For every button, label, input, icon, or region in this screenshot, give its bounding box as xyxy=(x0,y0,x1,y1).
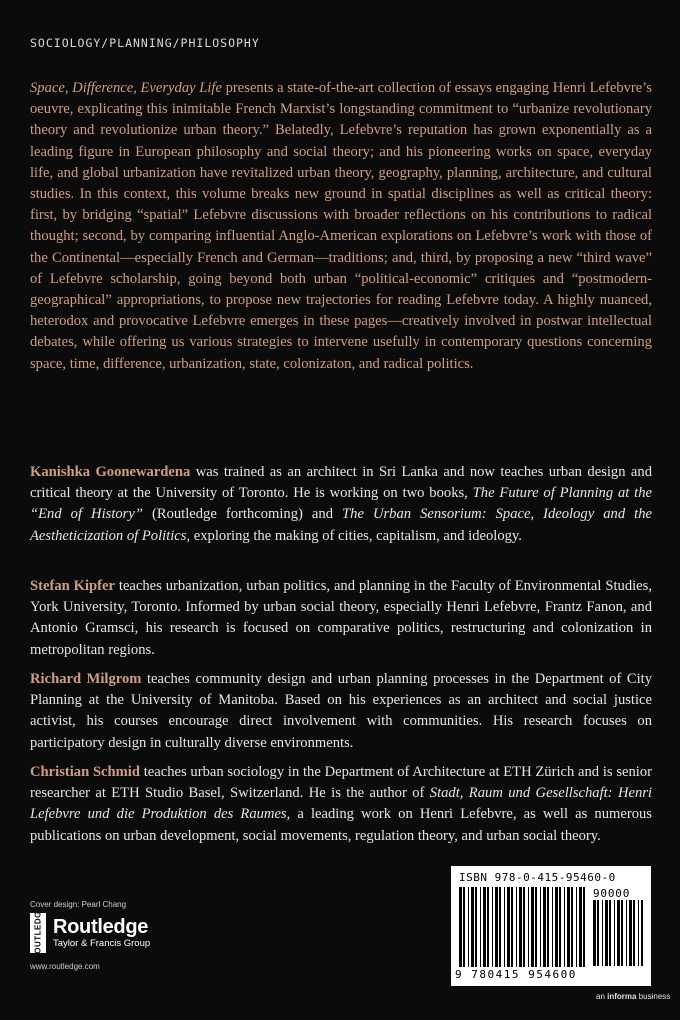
footer-prefix: an xyxy=(596,992,608,1001)
cover-design-credit: Cover design: Pearl Chang xyxy=(30,900,127,909)
barcode-bar xyxy=(609,900,611,966)
barcode-bars-icon xyxy=(459,887,587,967)
bio-text: (Routledge forthcoming) and xyxy=(142,506,343,523)
barcode-bar xyxy=(487,887,489,967)
barcode-bar xyxy=(507,887,510,967)
barcode-bar xyxy=(495,887,498,967)
bio-text: teaches community design and urban planning processes in the Department of City Planning at the University of Manitoba. Based on his experiences as an architect and social justice activist, his courses encourage direct involvement with communities. His research focuses on participatory design in culturally diverse environments. xyxy=(30,671,652,751)
bio-kipfer xyxy=(30,576,652,661)
publisher-logo xyxy=(30,905,151,961)
barcode-bar xyxy=(492,887,493,967)
barcode-bar xyxy=(547,887,549,967)
barcode-bar xyxy=(468,887,469,967)
barcode-bar xyxy=(621,900,623,966)
barcode-bar xyxy=(463,887,465,967)
barcode-bar xyxy=(593,900,596,966)
barcode-bar xyxy=(531,887,534,967)
book-title: The Future of Planning at the “End of History” xyxy=(30,485,652,523)
barcode-bar xyxy=(483,887,486,967)
barcode-bar xyxy=(519,887,522,967)
description-text: presents a state-of-the-art collection of essays engaging Henri Lefebvre’s oeuvre, explicating this inimitable French Marxist’s longstanding commitment to “urbanize revolutionary theory and revolutionize urban theory.” Belatedly, Lefebvre’s reputation has grown exponentially as a leading figure in European philosophy and social theory; and his pioneering works on space, everyday life, and global urbanization have revitalized urban theory, geography, planning, architecture, and cultural studies. In this context, this volume breaks new ground in spatial disciplines as well as critical theory: first, by bridging “spatial” Lefebvre discussions with broader reflections on his contributions to radical thought; second, by comparing influential Anglo-American explorations on Lefebvre’s work with those of the Continental—especially French and German—traditions; and, third, by proposing a new “third wave” of Lefebvre scholarship, going beyond both urban “political-economic” critiques and “postmodern-geographical” appropriations, to propose new trajectories for reading Lefebvre today. A highly nuanced, heterodox and provocative Lefebvre emerges in these pages—creatively involved in postwar intellectual debates, while offering us various strategies to intervene usefully in contemporary questions concerning space, time, difference, urbanization, state, colonizaton, and radical politics. xyxy=(30,80,652,372)
barcode-bar xyxy=(583,887,585,967)
barcode-bar xyxy=(475,887,477,967)
isbn-barcode xyxy=(451,866,651,986)
bio-text: teaches urban sociology in the Department of Architecture at ETH Zürich and is senior researcher at ETH Studio Basel, Switzerland. He is the author of xyxy=(30,764,652,802)
bio-text: , a leading work on Henri Lefebvre, as well as numerous publications on urban development, social movements, regulation theory, and urban social theory. xyxy=(30,806,652,844)
barcode-bar xyxy=(528,887,529,967)
barcode-bar xyxy=(571,887,573,967)
barcode-bar xyxy=(579,887,582,967)
barcode-bar xyxy=(511,887,513,967)
barcode-bar xyxy=(576,887,577,967)
book-title: Space, Difference, Everyday Life xyxy=(30,80,222,96)
barcode-bar xyxy=(543,887,546,967)
category-label: SOCIOLOGY/PLANNING/PHILOSOPHY xyxy=(30,36,260,50)
barcode-bar xyxy=(504,887,505,967)
routledge-mark-icon: ROUTLEDGE xyxy=(30,913,46,953)
footer-brand: informa xyxy=(607,992,637,1001)
author-name: Stefan Kipfer xyxy=(30,578,115,594)
barcode-bar xyxy=(638,900,639,966)
barcode-bar xyxy=(626,900,627,966)
barcode-bar xyxy=(480,887,481,967)
publisher-group: Taylor & Francis Group xyxy=(53,938,151,949)
barcode-bar xyxy=(516,887,517,967)
barcode-bar xyxy=(499,887,501,967)
informa-business xyxy=(596,992,670,1001)
bio-text: , exploring the making of cities, capitalism, and ideology. xyxy=(186,527,522,544)
author-name: Kanishka Goonewardena xyxy=(30,464,191,480)
barcode-bar xyxy=(597,900,599,966)
bio-text: teaches urbanization, urban politics, and planning in the Faculty of Environmental Studies, York University, Toronto. Informed by urban social theory, especially Henri Lefebvre, Frantz Fanon, and Antonio Gramsci, his research is focused on comparative politics, restructuring and colonization in metropolitan regions. xyxy=(30,578,652,658)
barcode-bar xyxy=(564,887,565,967)
barcode-bar xyxy=(559,887,561,967)
publisher-name: Routledge xyxy=(53,916,149,938)
barcode-bar xyxy=(459,887,462,967)
bio-milgrom xyxy=(30,669,652,754)
price-barcode-icon xyxy=(593,900,643,966)
bio-schmid xyxy=(30,762,652,847)
barcode-bar xyxy=(633,900,635,966)
book-title: The Urban Sensorium: Space, Ideology and the Aestheticization of Politics xyxy=(30,506,653,544)
price-code: 90000 xyxy=(593,887,631,900)
barcode-bar xyxy=(617,900,620,966)
barcode-bar xyxy=(471,887,474,967)
barcode-bar xyxy=(641,900,643,966)
barcode-bar xyxy=(523,887,525,967)
barcode-bar xyxy=(602,900,603,966)
barcode-bar xyxy=(540,887,541,967)
barcode-bar xyxy=(567,887,570,967)
footer-suffix: business xyxy=(636,992,671,1001)
bio-goonewardena xyxy=(30,462,652,547)
barcode-bar xyxy=(629,900,632,966)
barcode-bar xyxy=(614,900,615,966)
barcode-bar xyxy=(555,887,558,967)
barcode-bar xyxy=(605,900,608,966)
book-description xyxy=(30,78,652,375)
bio-text: was trained as an architect in Sri Lanka and now teaches urban design and critical theory at the University of Toronto. He is working on two books, xyxy=(30,464,652,502)
barcode-digits: 9 780415 954600 xyxy=(455,968,577,981)
barcode-bar xyxy=(552,887,553,967)
isbn-number: ISBN 978-0-415-95460-0 xyxy=(459,871,616,884)
barcode-bar xyxy=(535,887,537,967)
author-name: Christian Schmid xyxy=(30,764,140,780)
author-name: Richard Milgrom xyxy=(30,671,142,687)
publisher-url: www.routledge.com xyxy=(30,962,100,971)
book-title: Stadt, Raum und Gesellschaft: Henri Lefebvre und die Produktion des Raumes xyxy=(30,785,652,823)
